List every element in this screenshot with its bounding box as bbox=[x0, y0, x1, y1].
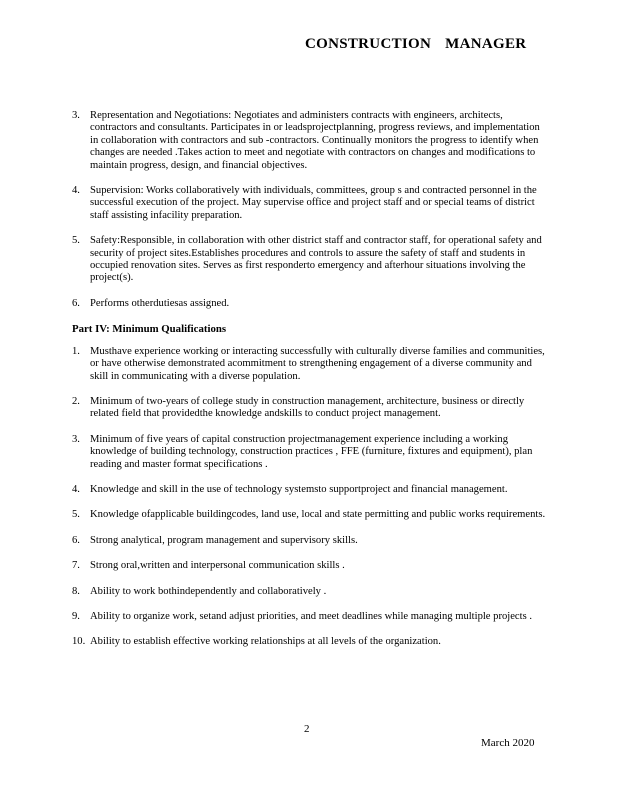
item-text: Knowledge and skill in the use of technology systemsto supportproject and financial management. bbox=[90, 483, 508, 495]
item-text: Ability to work bothindependently and collaboratively . bbox=[90, 585, 327, 597]
item-text: Minimum of two-years of college study in construction management, architecture, business or directly related field that providedthe knowledge andskills to conduct project management. bbox=[90, 395, 525, 420]
duties-list bbox=[72, 110, 546, 310]
item-number: 5. bbox=[72, 235, 80, 247]
list-item bbox=[72, 346, 546, 383]
item-number: 2. bbox=[72, 395, 80, 407]
document-body bbox=[72, 110, 546, 662]
item-text: Safety:Responsible, in collaboration with other district staff and contractor staff, for operational safety and security of project sites.Establishes procedures and controls to assure the safety of staff and students in occupied renovation sites. Serves as first responderto emergency and afterhour situations involving the project(s). bbox=[90, 235, 542, 284]
list-item bbox=[72, 110, 546, 172]
item-text: Strong oral,written and interpersonal communication skills . bbox=[90, 560, 345, 572]
item-number: 8. bbox=[72, 585, 80, 597]
list-item bbox=[72, 235, 546, 285]
list-item bbox=[72, 509, 546, 521]
item-text: Ability to organize work, setand adjust priorities, and meet deadlines while managing multiple projects . bbox=[90, 610, 532, 622]
item-number: 7. bbox=[72, 560, 80, 572]
list-item bbox=[72, 586, 546, 598]
item-text: Supervision: Works collaboratively with individuals, committees, group s and contracted personnel in the successful execution of the project. May supervise office and project staff and or special teams of district staff assisting infacility preparation. bbox=[90, 185, 537, 221]
item-text: Strong analytical, program management and supervisory skills. bbox=[90, 534, 358, 546]
qualifications-list bbox=[72, 346, 546, 649]
item-number: 4. bbox=[72, 185, 80, 197]
item-number: 10. bbox=[72, 636, 86, 648]
list-item bbox=[72, 636, 546, 648]
item-number: 3. bbox=[72, 110, 80, 121]
item-text: Representation and Negotiations: Negotiates and administers contracts with engineers, architects, contractors and consultants. Participates in or leadsprojectplanning, progress reviews, and implementation in collaboration with contractors and sub -contractors. Continually monitors the progress to identify when changes are needed .Takes action to meet and negotiate with contractors on changes and modifications to maintain progress, design, and financial objectives. bbox=[90, 110, 540, 171]
item-text: Performs otherdutiesas assigned. bbox=[90, 297, 230, 309]
list-item bbox=[72, 185, 546, 222]
item-number: 1. bbox=[72, 345, 80, 357]
item-text: Ability to establish effective working relationships at all levels of the organization. bbox=[90, 636, 441, 648]
list-item bbox=[72, 611, 546, 623]
list-item bbox=[72, 434, 546, 471]
item-number: 3. bbox=[72, 433, 80, 445]
item-number: 6. bbox=[72, 534, 80, 546]
item-number: 6. bbox=[72, 297, 80, 309]
list-item bbox=[72, 484, 546, 496]
item-number: 9. bbox=[72, 610, 80, 622]
list-item bbox=[72, 535, 546, 547]
page-title: CONSTRUCTION MANAGER bbox=[305, 36, 527, 52]
section-heading: Part IV: Minimum Qualifications bbox=[72, 323, 227, 336]
list-item bbox=[72, 560, 546, 572]
item-text: Minimum of five years of capital construction projectmanagement experience including a working knowledge of building technology, construction practices , FFE (furniture, fixtures and equipment), plan reading and master format specifications . bbox=[90, 433, 533, 470]
footer-date: March 2020 bbox=[481, 737, 535, 749]
item-text: Knowledge ofapplicable buildingcodes, land use, local and state permitting and public works requirements. bbox=[90, 509, 546, 521]
item-text: Musthave experience working or interacting successfully with culturally diverse families and communities, or have otherwise demonstrated acommitment to strengthening engagement of a diverse community and skill in communicating with a diverse population. bbox=[90, 345, 545, 382]
item-number: 5. bbox=[72, 509, 80, 521]
list-item bbox=[72, 396, 546, 421]
page-number: 2 bbox=[304, 723, 310, 735]
list-item bbox=[72, 298, 546, 310]
item-number: 4. bbox=[72, 483, 80, 495]
